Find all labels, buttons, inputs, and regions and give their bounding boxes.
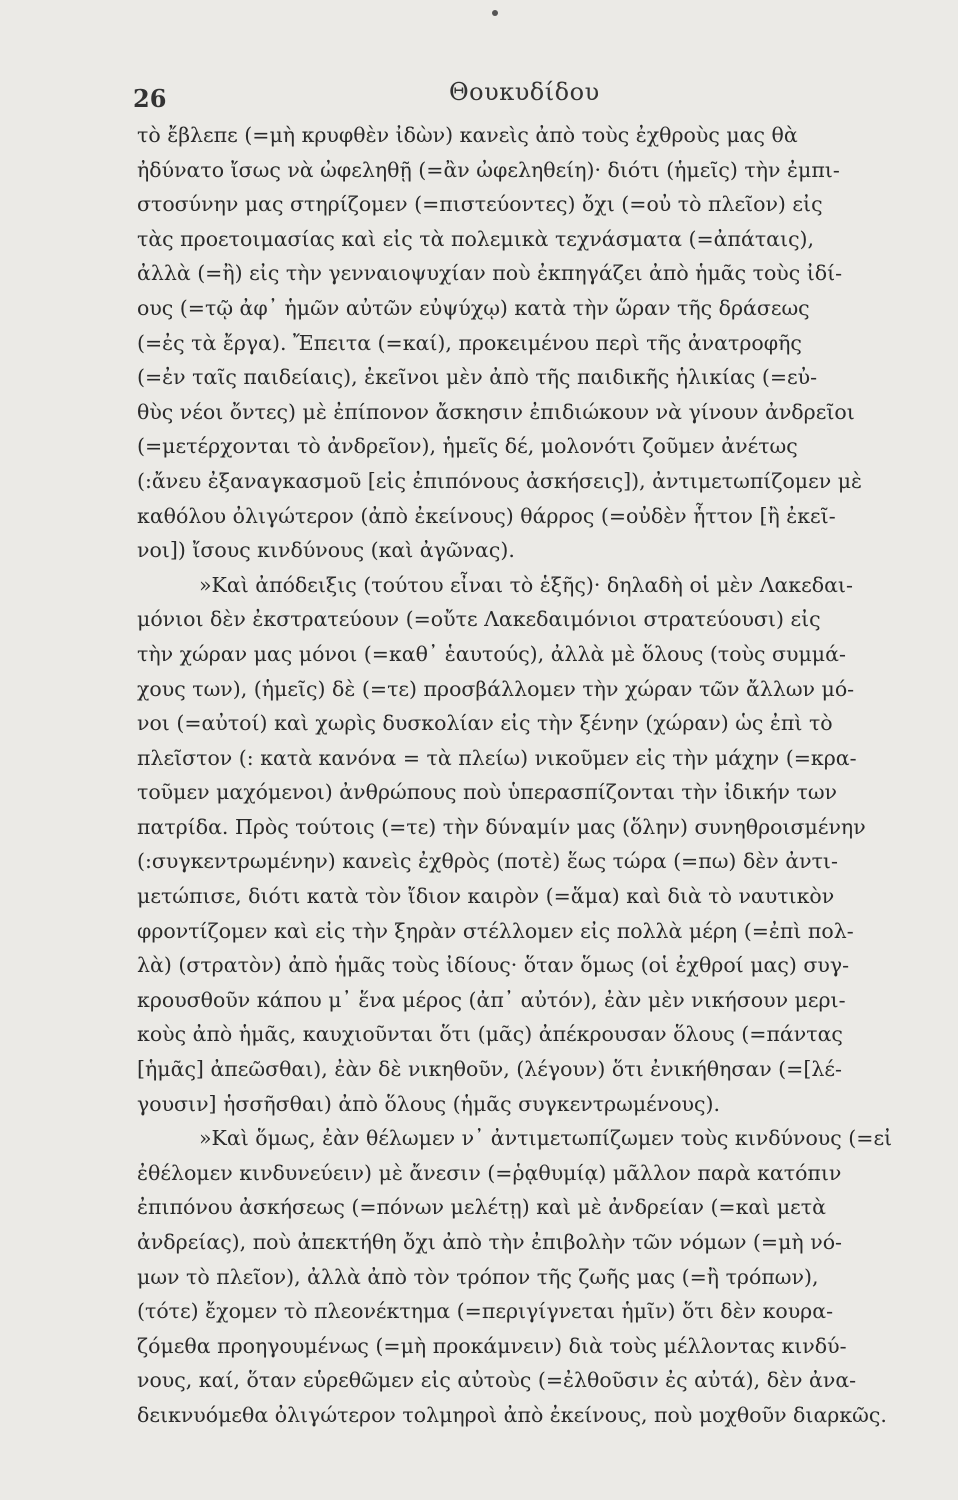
paragraph-start-line: »Καὶ ἀπόδειξις (τούτου εἶναι τὸ ἑξῆς)· δηλαδὴ οἱ μὲν Λακεδαι-	[199, 572, 853, 597]
text-line: κρουσθοῦν κάπου μ᾿ ἕνα μέρος (ἀπ᾿ αὐτόν), ἐὰν μὲν νικήσουν μερι-	[137, 987, 846, 1012]
text-line: ἀνδρείας), ποὺ ἀπεκτήθη ὄχι ἀπὸ τὴν ἐπιβολὴν τῶν νόμων (=μὴ νό-	[137, 1230, 842, 1254]
text-line: λὰ) (στρατὸν) ἀπὸ ἡμᾶς τοὺς ἰδίους· ὅταν ὅμως (οἱ ἐχθροί μας) συγ-	[137, 953, 850, 978]
running-title: Θουκυδίδου	[449, 78, 600, 106]
text-line: πατρίδα. Πρὸς τούτοις (=τε) τὴν δύναμίν μας (ὅλην) συνηθροισμένην	[137, 814, 866, 839]
text-line: κοὺς ἀπὸ ἡμᾶς, καυχιοῦνται ὅτι (μᾶς) ἀπέκρουσαν ὅλους (=πάντας	[137, 1022, 843, 1047]
text-line: μόνιοι δὲν ἐκστρατεύουν (=οὔτε Λακεδαιμόνιοι στρατεύουσι) εἰς	[137, 607, 821, 632]
text-line: δεικνυόμεθα ὀλιγώτερον τολμηροὶ ἀπὸ ἐκείνους, ποὺ μοχθοῦν διαρκῶς.	[137, 1402, 887, 1427]
text-line: (=μετέρχονται τὸ ἀνδρεῖον), ἡμεῖς δέ, μολονότι ζοῦμεν ἀνέτως	[137, 434, 798, 459]
text-line: πλεῖστον (: κατὰ κανόνα = τὰ πλείω) νικοῦμεν εἰς τὴν μάχην (=κρα-	[137, 745, 857, 770]
text-line: τὸ ἔβλεπε (=μὴ κρυφθὲν ἰδὼν) κανεὶς ἀπὸ τοὺς ἐχθροὺς μας θὰ	[137, 123, 798, 147]
text-line: ζόμεθα προηγουμένως (=μὴ προκάμνειν) διὰ τοὺς μέλλοντας κινδύ-	[137, 1333, 847, 1358]
body-text	[137, 118, 937, 1433]
text-line: τὰς προετοιμασίας καὶ εἰς τὰ πολεμικὰ τεχνάσματα (=ἀπάταις),	[137, 226, 815, 251]
text-line: στοσύνην μας στηρίζομεν (=πιστεύοντες) ὄχι (=οὐ τὸ πλεῖον) εἰς	[137, 192, 823, 217]
text-line: θὺς νέοι ὄντες) μὲ ἐπίπονον ἄσκησιν ἐπιδιώκουν νὰ γίνουν ἀνδρεῖοι	[137, 399, 855, 424]
text-line: μετώπισε, διότι κατὰ τὸν ἴδιον καιρὸν (=ἅμα) καὶ διὰ τὸ ναυτικὸν	[137, 884, 835, 909]
text-line: ἀλλὰ (=ἢ) εἰς τὴν γενναιοψυχίαν ποὺ ἐκπηγάζει ἀπὸ ἡμᾶς τοὺς ἰδί-	[137, 261, 843, 286]
page-header	[0, 66, 958, 113]
text-line: τὴν χώραν μας μόνοι (=καθ᾿ ἑαυτούς), ἀλλὰ μὲ ὅλους (τοὺς συμμά-	[137, 641, 846, 666]
text-line: νοι (=αὐτοί) καὶ χωρὶς δυσκολίαν εἰς τὴν ξένην (χώραν) ὡς ἐπὶ τὸ	[137, 711, 833, 736]
text-line: γουσιν] ἡσσῆσθαι) ἀπὸ ὅλους (ἡμᾶς συγκεντρωμένους).	[137, 1091, 721, 1116]
text-line: νους, καί, ὅταν εὑρεθῶμεν εἰς αὐτοὺς (=ἐλθοῦσιν ἐς αὐτά), δὲν ἀνα-	[137, 1368, 857, 1393]
text-line: (τότε) ἔχομεν τὸ πλεονέκτημα (=περιγίγνεται ἡμῖν) ὅτι δὲν κουρα-	[137, 1299, 834, 1324]
text-line: φροντίζομεν καὶ εἰς τὴν ξηρὰν στέλλομεν εἰς πολλὰ μέρη (=ἐπὶ πολ-	[137, 918, 854, 943]
text-line: (=ἐς τὰ ἔργα). Ἔπειτα (=καί), προκειμένου περὶ τῆς ἀνατροφῆς	[137, 330, 802, 355]
text-line: νοι]) ἴσους κινδύνους (καὶ ἀγῶνας).	[137, 538, 515, 563]
text-line: μων τὸ πλεῖον), ἀλλὰ ἀπὸ τὸν τρόπον τῆς ζωῆς μας (=ἢ τρόπων),	[137, 1264, 819, 1289]
page-number: 26	[133, 84, 167, 113]
scan-dot-mark	[492, 10, 498, 16]
text-line: ἐθέλομεν κινδυνεύειν) μὲ ἄνεσιν (=ῥᾳθυμίᾳ) μᾶλλον παρὰ κατόπιν	[137, 1160, 842, 1185]
text-line: χους των), (ἡμεῖς) δὲ (=τε) προσβάλλομεν τὴν χώραν τῶν ἄλλων μό-	[137, 676, 855, 701]
text-line: ἠδύνατο ἴσως νὰ ὠφεληθῇ (=ἂν ὠφεληθείη)· διότι (ἡμεῖς) τὴν ἐμπι-	[137, 157, 840, 182]
text-line: (:ἄνευ ἐξαναγκασμοῦ [εἰς ἐπιπόνους ἀσκήσεις]), ἀντιμετωπίζομεν μὲ	[137, 468, 863, 493]
paragraph-start-line: »Καὶ ὅμως, ἐὰν θέλωμεν ν᾿ ἀντιμετωπίζωμεν τοὺς κινδύνους (=εἰ	[199, 1126, 893, 1151]
text-line: (:συγκεντρωμένην) κανεὶς ἐχθρὸς (ποτὲ) ἕως τώρα (=πω) δὲν ἀντι-	[137, 849, 838, 874]
text-line: καθόλου ὀλιγώτερον (ἀπὸ ἐκείνους) θάρρος (=οὐδὲν ἧττον [ἢ ἐκεῖ-	[137, 503, 836, 528]
text-line: [ἡμᾶς] ἀπεῶσθαι), ἐὰν δὲ νικηθοῦν, (λέγουν) ὅτι ἐνικήθησαν (=[λέ-	[137, 1057, 842, 1082]
text-line: (=ἐν ταῖς παιδείαις), ἐκεῖνοι μὲν ἀπὸ τῆς παιδικῆς ἡλικίας (=εὐ-	[137, 365, 818, 390]
text-line: ους (=τῷ ἀφ᾿ ἡμῶν αὐτῶν εὐψύχῳ) κατὰ τὴν ὥραν τῆς δράσεως	[137, 295, 810, 320]
text-line: τοῦμεν μαχόμενοι) ἀνθρώπους ποὺ ὑπερασπίζονται τὴν ἰδικήν των	[137, 780, 838, 805]
text-line: ἐπιπόνου ἀσκήσεως (=πόνων μελέτῃ) καὶ μὲ ἀνδρείαν (=καὶ μετὰ	[137, 1195, 826, 1220]
